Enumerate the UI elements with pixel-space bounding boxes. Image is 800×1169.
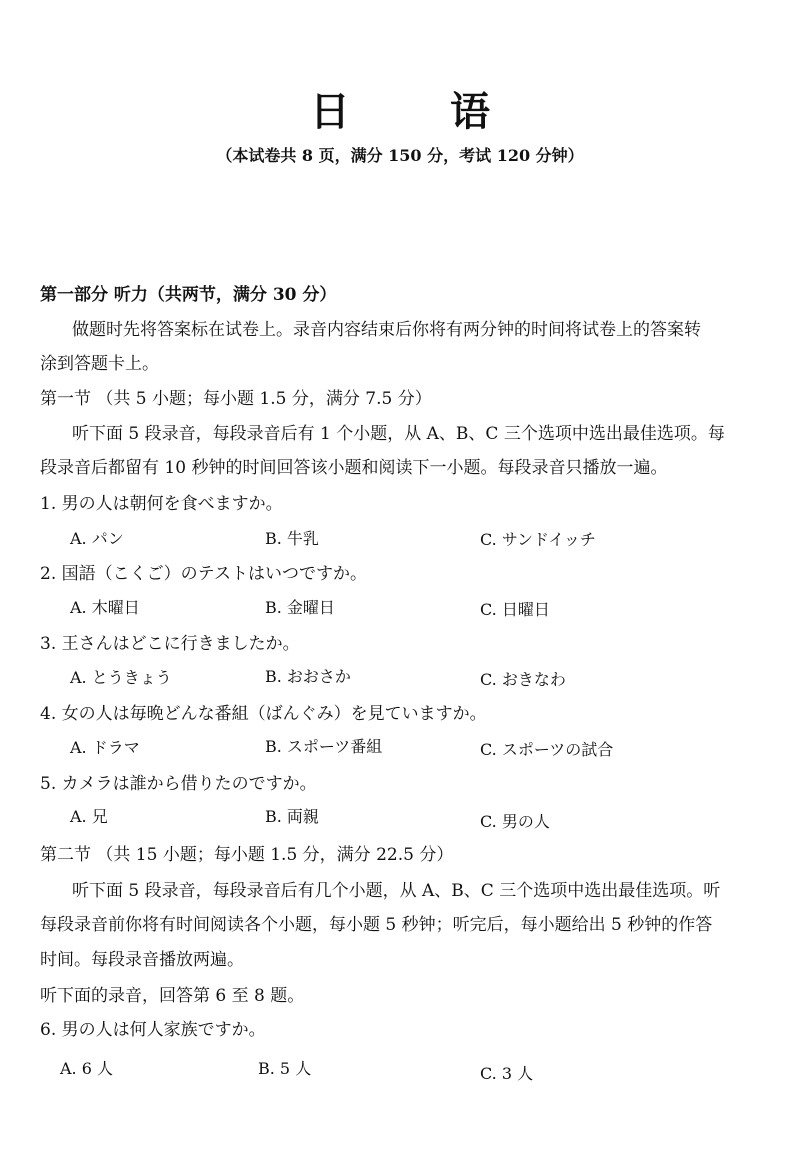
option-b: B. 金曜日 — [265, 598, 335, 617]
question-stem: 6. 男の人は何人家族ですか。 — [40, 1020, 266, 1040]
option-c: C. サンドイッチ — [480, 530, 596, 549]
option-b: B. 5 人 — [258, 1059, 312, 1078]
option-a: A. 6 人 — [60, 1059, 113, 1078]
section2-instructions-line2: 每段录音前你将有时间阅读各个小题，每小题 5 秒钟；听完后，每小题给出 5 秒钟的作答 — [40, 915, 713, 935]
option-a: A. ドラマ — [70, 738, 140, 757]
question-stem: 1. 男の人は朝何を食べますか。 — [40, 494, 283, 514]
section2-instructions-line1: 听下面 5 段录音，每段录音后有几个小题，从 A、B、C 三个选项中选出最佳选项。听 — [72, 881, 721, 901]
option-b: B. 両親 — [265, 807, 319, 826]
question-stem: 4. 女の人は毎晩どんな番組（ばんぐみ）を見ていますか。 — [40, 704, 487, 724]
option-c: C. スポーツの試合 — [480, 740, 614, 759]
option-b: B. 牛乳 — [265, 529, 319, 548]
section1-instructions-line1: 听下面 5 段录音，每段录音后有 1 个小题，从 A、B、C 三个选项中选出最佳选项。每 — [72, 424, 725, 444]
section2-instructions-line3: 时间。每段录音播放两遍。 — [40, 950, 244, 970]
page-title: 日 语 — [310, 89, 520, 135]
option-c: C. おきなわ — [480, 670, 566, 689]
section2-heading: 第二节 （共 15 小题；每小题 1.5 分，满分 22.5 分） — [40, 845, 454, 865]
option-b: B. おおさか — [265, 667, 351, 686]
section1-heading: 第一节 （共 5 小题；每小题 1.5 分，满分 7.5 分） — [40, 389, 432, 409]
option-a: A. 兄 — [70, 807, 108, 826]
exam-info: （本试卷共 8 页，满分 150 分，考试 120 分钟） — [216, 146, 584, 165]
option-a: A. パン — [70, 529, 124, 548]
part1-instructions-line2: 涂到答题卡上。 — [40, 354, 159, 374]
option-c: C. 男の人 — [480, 812, 550, 831]
part1-heading: 第一部分 听力（共两节，满分 30 分） — [40, 285, 337, 305]
question-stem: 3. 王さんはどこに行きましたか。 — [40, 634, 300, 654]
option-a: A. 木曜日 — [70, 598, 140, 617]
question-stem: 2. 国語（こくご）のテストはいつですか。 — [40, 564, 367, 584]
option-c: C. 3 人 — [480, 1064, 534, 1083]
section1-instructions-line2: 段录音后都留有 10 秒钟的时间回答该小题和阅读下一小题。每段录音只播放一遍。 — [40, 458, 668, 478]
part1-instructions-line1: 做题时先将答案标在试卷上。录音内容结束后你将有两分钟的时间将试卷上的答案转 — [72, 320, 701, 340]
option-a: A. とうきょう — [70, 668, 172, 687]
option-b: B. スポーツ番組 — [265, 737, 383, 756]
question-stem: 5. カメラは誰から借りたのですか。 — [40, 774, 317, 794]
group-instruction: 听下面的录音，回答第 6 至 8 题。 — [40, 986, 305, 1006]
option-c: C. 日曜日 — [480, 600, 550, 619]
